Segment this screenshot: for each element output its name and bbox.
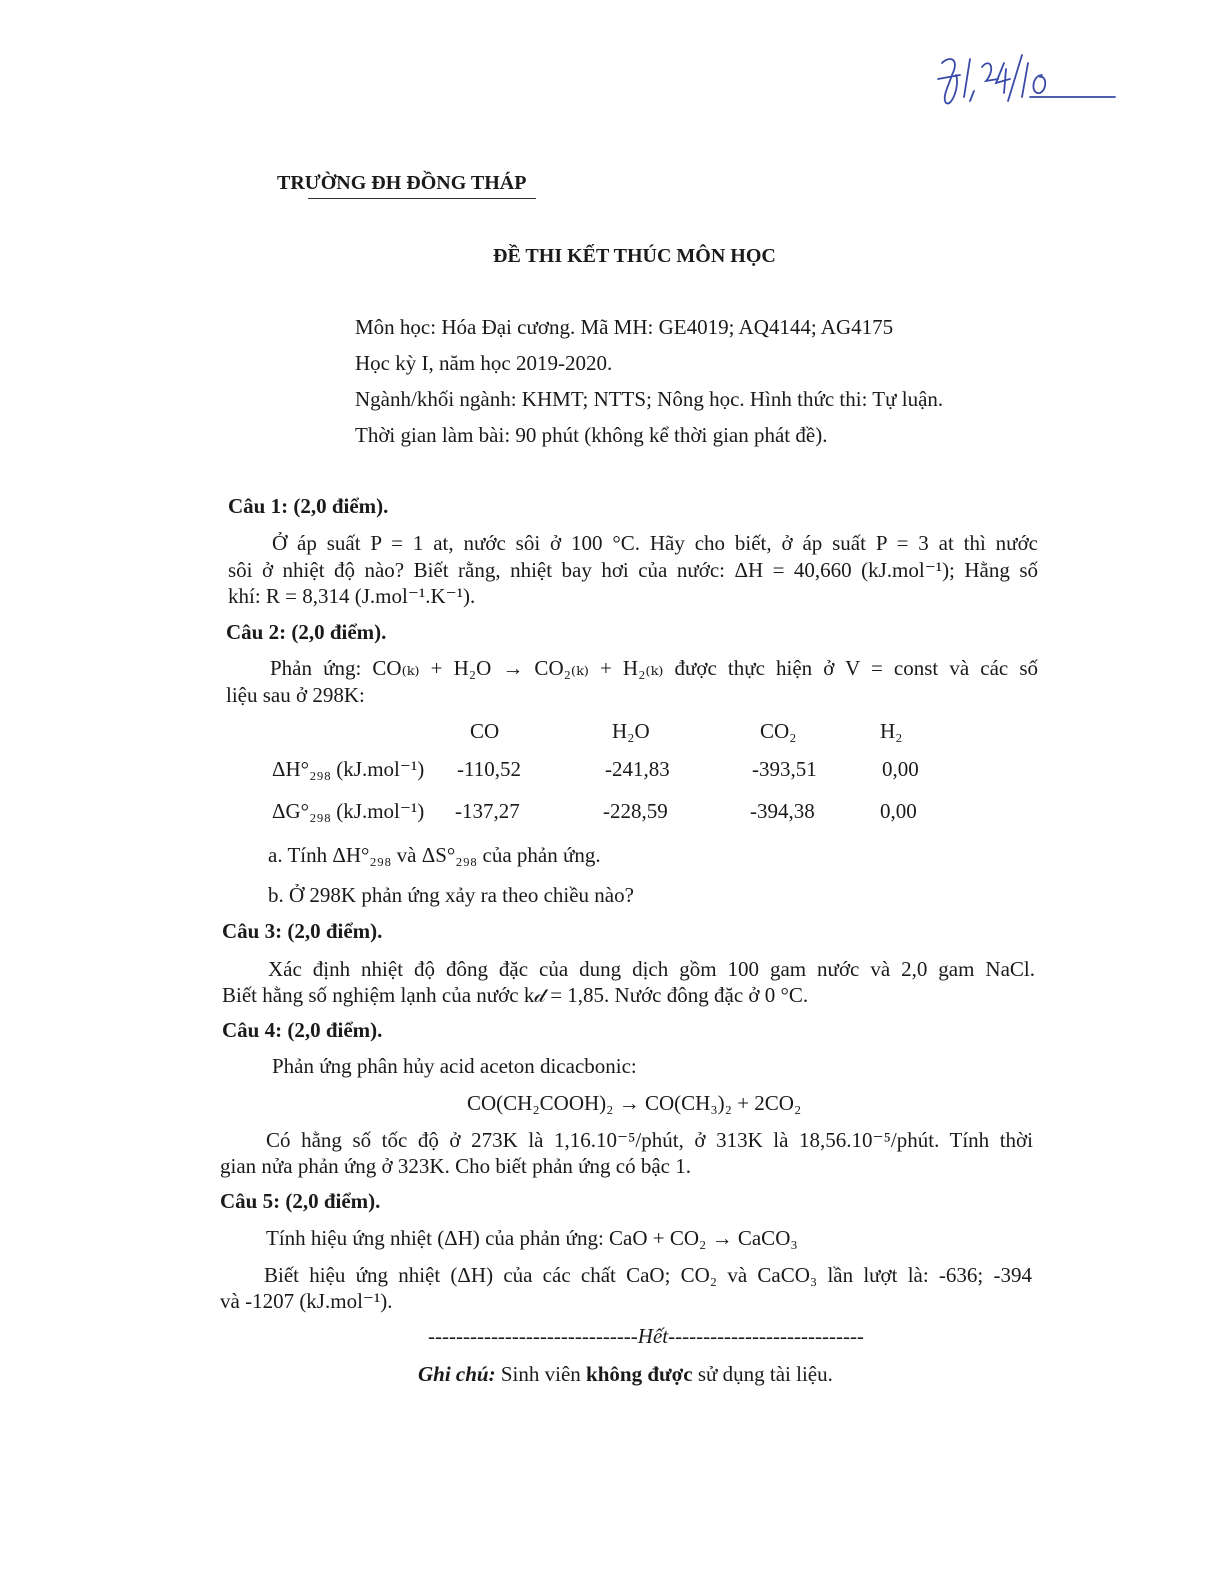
note-text: Sinh viên bbox=[495, 1362, 587, 1386]
q3-line: Biết hằng số nghiệm lạnh của nước k𝒹 = 1,85. Nước đông đặc ở 0 °C. bbox=[222, 983, 809, 1007]
end-marker: ------------------------------Hết---------------------------- bbox=[428, 1324, 864, 1348]
q4-equation: CO(CH₂COOH)₂ → CO(CH₃)₂ + 2CO₂ bbox=[467, 1091, 802, 1115]
q1-line: khí: R = 8,314 (J.mol⁻¹.K⁻¹). bbox=[228, 584, 476, 608]
q5-line: và -1207 (kJ.mol⁻¹). bbox=[220, 1289, 393, 1313]
q5-intro: Tính hiệu ứng nhiệt (ΔH) của phản ứng: CaO + CO₂ → CaCO₃ bbox=[266, 1226, 798, 1250]
table-cell: -394,38 bbox=[750, 799, 815, 823]
footer-note bbox=[418, 1361, 833, 1387]
table-cell: -393,51 bbox=[752, 757, 817, 781]
table-row-label: ΔG°₂₉₈ (kJ.mol⁻¹) bbox=[272, 799, 425, 823]
table-col-header: CO₂ bbox=[760, 719, 797, 743]
q4-line: gian nửa phản ứng ở 323K. Cho biết phản ứng có bậc 1. bbox=[220, 1154, 691, 1178]
q5-line: Biết hiệu ứng nhiệt (ΔH) của các chất CaO; CO₂ và CaCO₃ lần lượt là: -636; -394 bbox=[264, 1263, 1032, 1287]
info-subject: Môn học: Hóa Đại cương. Mã MH: GE4019; AQ4144; AG4175 bbox=[355, 315, 894, 339]
info-duration: Thời gian làm bài: 90 phút (không kể thời gian phát đề). bbox=[355, 423, 828, 447]
table-cell: -228,59 bbox=[603, 799, 668, 823]
table-cell: -241,83 bbox=[605, 757, 670, 781]
note-text: sử dụng tài liệu. bbox=[692, 1362, 833, 1386]
table-col-header: H₂O bbox=[612, 719, 650, 743]
q4-heading: Câu 4: (2,0 điểm). bbox=[222, 1018, 383, 1042]
school-name: TRƯỜNG ĐH ĐỒNG THÁP bbox=[277, 172, 527, 194]
table-row-label: ΔH°₂₉₈ (kJ.mol⁻¹) bbox=[272, 757, 425, 781]
q3-line: Xác định nhiệt độ đông đặc của dung dịch gồm 100 gam nước và 2,0 gam NaCl. bbox=[268, 957, 1035, 981]
info-semester: Học kỳ I, năm học 2019-2020. bbox=[355, 351, 613, 375]
q2-line: liệu sau ở 298K: bbox=[226, 683, 365, 707]
handwritten-date-note bbox=[930, 45, 1120, 115]
table-cell: 0,00 bbox=[882, 757, 919, 781]
school-underline bbox=[308, 198, 536, 199]
info-major: Ngành/khối ngành: KHMT; NTTS; Nông học. Hình thức thi: Tự luận. bbox=[355, 387, 944, 411]
q2-heading: Câu 2: (2,0 điểm). bbox=[226, 620, 387, 644]
table-cell: -137,27 bbox=[455, 799, 520, 823]
table-col-header: H₂ bbox=[880, 719, 903, 743]
q2-part-b: b. Ở 298K phản ứng xảy ra theo chiều nào? bbox=[268, 883, 634, 907]
note-emphasis: không được bbox=[586, 1362, 693, 1386]
note-label: Ghi chú: bbox=[418, 1362, 496, 1386]
q1-line: Ở áp suất P = 1 at, nước sôi ở 100 °C. Hãy cho biết, ở áp suất P = 3 at thì nước bbox=[272, 531, 1038, 555]
q2-line: Phản ứng: CO₍ₖ₎ + H₂O → CO₂₍ₖ₎ + H₂₍ₖ₎ được thực hiện ở V = const và các số bbox=[270, 656, 1038, 680]
q5-heading: Câu 5: (2,0 điểm). bbox=[220, 1189, 381, 1213]
q3-heading: Câu 3: (2,0 điểm). bbox=[222, 919, 383, 943]
q4-line: Có hằng số tốc độ ở 273K là 1,16.10⁻⁵/phút, ở 313K là 18,56.10⁻⁵/phút. Tính thời bbox=[266, 1128, 1033, 1152]
table-cell: 0,00 bbox=[880, 799, 917, 823]
table-col-header: CO bbox=[470, 719, 500, 743]
table-cell: -110,52 bbox=[457, 757, 521, 781]
q4-intro: Phản ứng phân hủy acid aceton dicacbonic: bbox=[272, 1054, 637, 1078]
q2-part-a: a. Tính ΔH°₂₉₈ và ΔS°₂₉₈ của phản ứng. bbox=[268, 843, 601, 867]
exam-title: ĐỀ THI KẾT THÚC MÔN HỌC bbox=[493, 245, 776, 267]
q1-line: sôi ở nhiệt độ nào? Biết rằng, nhiệt bay hơi của nước: ΔH = 40,660 (kJ.mol⁻¹); Hằng số bbox=[228, 558, 1038, 582]
q1-heading: Câu 1: (2,0 điểm). bbox=[228, 494, 389, 518]
